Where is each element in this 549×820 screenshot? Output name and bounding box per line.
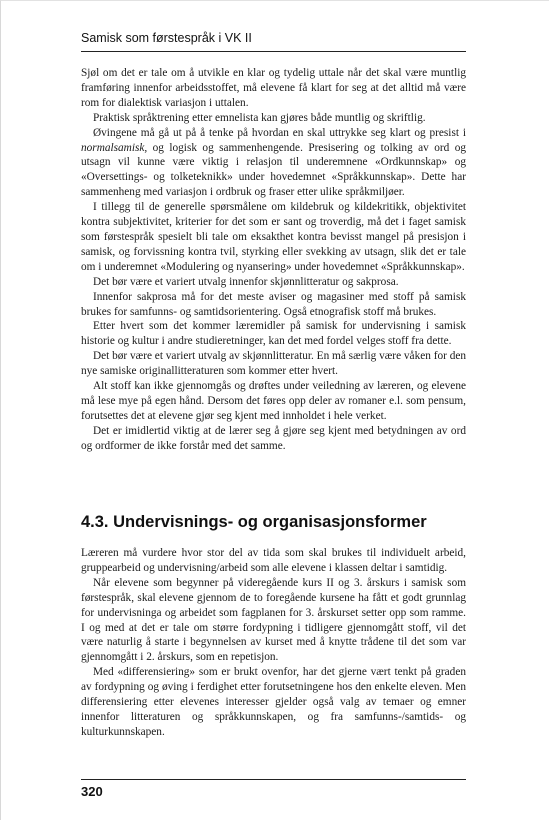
- page-number: 320: [81, 784, 103, 799]
- paragraph: Praktisk språktrening etter emnelista kan gjøres både muntlig og skriftlig.: [93, 111, 426, 124]
- section-heading: 4.3. Undervisnings- og organisasjonsformer: [81, 513, 427, 531]
- header-rule: [81, 51, 466, 52]
- paragraph: Når elevene som begynner på videregående kurs II og 3. årskurs i samisk som førstespråk, skal elevene gjennom de to foregående kursene ha fått et godt grunnlag for undervisninga og arbeidet som fagplanen for 3. årskurset setter opp som ramme. I og med at det er tale om større fordypning i tidligere gjennomgått stoff, vil det være naturlig å starte i begynnelsen av kurset med å knytte trådene til det som var gjennomgått i 2. årskurs, som en repetisjon.: [81, 576, 466, 664]
- italic-term: normalsamisk,: [81, 141, 148, 154]
- section-text: [81, 546, 466, 740]
- paragraph: Innenfor sakprosa må for det meste aviser og magasiner med stoff på samisk brukes for samfunns- og samtidsorientering. Også etnografisk stoff må brukes.: [81, 290, 466, 318]
- paragraph: I tillegg til de generelle spørsmålene om kildebruk og kildekritikk, objektivitet kontra subjektivitet, kriterier for det som er sant og troverdig, må det i faget samisk som førstespråk spesielt bli tale om eksakthet kontra bevisst mangel på presisjon i samisk, og forvissning kontra tvil, styrking eller svekking av utsagn, slik det er tale om i underemnet «Modulering og nyansering» under hovedemnet «Språkkunnskap».: [81, 201, 466, 273]
- paragraph: Sjøl om det er tale om å utvikle en klar og tydelig uttale når det skal være muntlig framføring innenfor arbeidsstoffet, må elevene få klart for seg at det alltid må være rom for dialektisk variasjon i uttalen.: [81, 67, 466, 109]
- paragraph: Det bør være et variert utvalg innenfor skjønnlitteratur og sakprosa.: [93, 275, 399, 288]
- paragraph-with-italic: [81, 126, 466, 201]
- paragraph: Etter hvert som det kommer læremidler på samisk for undervisning i samisk historie og kultur i andre studieretninger, kan det med fordel velges stoff fra dette.: [81, 320, 466, 348]
- paragraph: Øvingene må gå ut på å tenke på hvordan en skal uttrykke seg klart og presist i normalsamisk, og logisk og sammenhengende. Presisering og tolking av ord og utsagn vil kunne være viktig i relasjon til underemnene «Ordkunnskap» og «Oversettings- og tolketeknikk» under hovedemnet «Språkkunnskap». Dette har sammenheng med variasjon i ordbruk og fraser etter ulike språkmiljøer.: [81, 126, 466, 199]
- paragraph: Med «differensiering» som er brukt ovenfor, har det gjerne vært tenkt på graden av fordypning og øving i ferdighet etter forutsetningene hos den enkelte eleven. Men differensiering etter elevenes interesser gjelder også valg av temaer og emner innenfor litteraturen og språkkunnskapen, og fra samfunns-/samtids- og kulturkunnskapen.: [81, 666, 466, 738]
- footer-rule: [81, 779, 466, 780]
- main-text: [81, 66, 466, 454]
- paragraph: Læreren må vurdere hvor stor del av tida som skal brukes til individuelt arbeid, gruppearbeid og undervisning/arbeid som alle elevene i klassen deltar i samtidig.: [81, 547, 466, 574]
- paragraph: Alt stoff kan ikke gjennomgås og drøftes under veiledning av læreren, og elevene må lese mye på egen hånd. Dersom det føres opp deler av romaner e.l. som pensum, forutsettes det at elevene gjør seg kjent med innholdet i hele verket.: [81, 380, 466, 422]
- paragraph: Det er imidlertid viktig at de lærer seg å gjøre seg kjent med betydningen av ord og ordformer de ikke forstår med det samme.: [81, 424, 466, 452]
- paragraph: Det bør være et variert utvalg av skjønnlitteratur. En må særlig være våken for den nye samiske originallitteraturen som kommer etter hvert.: [81, 350, 467, 378]
- running-header: Samisk som førstespråk i VK II: [81, 31, 252, 45]
